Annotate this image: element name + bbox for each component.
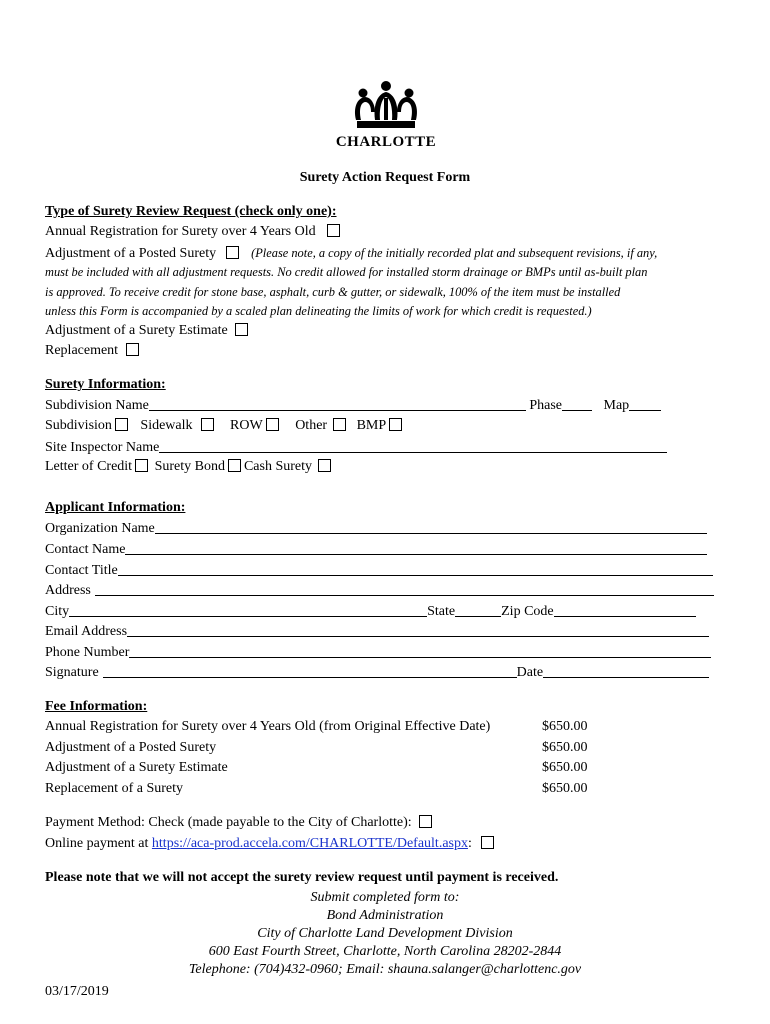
state-label: State [427, 604, 456, 619]
address-label: Address [45, 583, 91, 598]
review-type-heading: Type of Surety Review Request (check only one): [45, 204, 337, 219]
option-replacement [45, 342, 142, 360]
city-row [45, 602, 696, 621]
adjust-note-line3: is approved. To receive credit for stone base, asphalt, curb & gutter, or sidewalk, 100% of the item must be installed [45, 285, 621, 299]
option-adjust-posted [45, 244, 657, 263]
row-checkbox[interactable] [266, 418, 279, 431]
surety-type-row [45, 417, 405, 435]
other-checkbox[interactable] [333, 418, 346, 431]
option-annual-label: Annual Registration for Surety over 4 Years Old [45, 224, 316, 239]
option-adjust-estimate [45, 322, 251, 340]
email-input[interactable] [127, 622, 709, 637]
site-inspector-label: Site Inspector Name [45, 440, 160, 455]
contact-title-row [45, 561, 713, 580]
signature-label: Signature [45, 665, 99, 680]
contact-name-label: Contact Name [45, 542, 126, 557]
date-input[interactable] [543, 663, 709, 678]
payment-online-link[interactable]: https://aca-prod.accela.com/CHARLOTTE/Default.aspx [151, 836, 468, 851]
adjust-note-line2: must be included with all adjustment requests. No credit allowed for installed storm drainage or BMPs until as-built plan [45, 265, 648, 279]
cash-surety-label: Cash Surety [243, 459, 313, 474]
signature-row [45, 663, 709, 682]
map-label: Map [603, 398, 630, 413]
org-label: Organization Name [45, 521, 155, 536]
fee-label: Adjustment of a Surety Estimate [45, 760, 228, 775]
logo-wordmark: CHARLOTTE [335, 134, 437, 150]
option-replacement-label: Replacement [45, 343, 119, 358]
email-row [45, 622, 709, 641]
city-label: City [45, 604, 70, 619]
phase-label: Phase [529, 398, 563, 413]
city-input[interactable] [69, 602, 427, 617]
bmp-label: BMP [356, 418, 387, 433]
map-input[interactable] [629, 396, 661, 411]
submit-line3: City of Charlotte Land Development Division [257, 926, 513, 941]
address-input[interactable] [95, 581, 714, 596]
subdivision-name-row [45, 396, 661, 415]
row-label: ROW [230, 418, 263, 433]
applicant-heading: Applicant Information: [45, 500, 186, 515]
phone-input[interactable] [129, 643, 711, 658]
submit-line5: Telephone: (704)432-0960; Email: shauna.salanger@charlottenc.gov [188, 962, 582, 977]
contact-title-label: Contact Title [45, 563, 118, 578]
crown-icon [351, 80, 421, 132]
subdivision-name-label: Subdivision Name [45, 398, 149, 413]
payment-online-row [45, 835, 497, 853]
site-inspector-row [45, 438, 667, 457]
state-input[interactable] [455, 602, 501, 617]
surety-info-heading: Surety Information: [45, 377, 166, 392]
submit-line4: 600 East Fourth Street, Charlotte, North Carolina 28202-2844 [208, 944, 562, 959]
option-adjust-estimate-label: Adjustment of a Surety Estimate [45, 323, 228, 338]
surety-bond-checkbox[interactable] [228, 459, 241, 472]
annual-checkbox[interactable] [327, 224, 340, 237]
submit-line2: Bond Administration [326, 908, 444, 923]
site-inspector-input[interactable] [159, 438, 667, 453]
surety-form-row [45, 458, 334, 476]
other-label: Other [295, 418, 328, 433]
adjust-posted-checkbox[interactable] [226, 246, 239, 259]
online-payment-checkbox[interactable] [481, 836, 494, 849]
adjust-estimate-checkbox[interactable] [235, 323, 248, 336]
adjust-note-line1: (Please note, a copy of the initially recorded plat and subsequent revisions, if any, [251, 246, 658, 260]
contact-name-row [45, 540, 707, 559]
fee-amount: $650.00 [542, 719, 588, 734]
option-adjust-posted-label: Adjustment of a Posted Surety [45, 246, 217, 261]
sidewalk-label: Sidewalk [140, 418, 193, 433]
contact-name-input[interactable] [125, 540, 707, 555]
letter-of-credit-label: Letter of Credit [45, 459, 133, 474]
payment-check-label: Payment Method: Check (made payable to the City of Charlotte): [45, 815, 412, 830]
submit-line1: Submit completed form to: [310, 890, 460, 905]
bmp-checkbox[interactable] [389, 418, 402, 431]
fee-heading: Fee Information: [45, 699, 148, 714]
fee-amount: $650.00 [542, 760, 588, 775]
payment-notice: Please note that we will not accept the surety review request until payment is received. [45, 870, 559, 885]
cash-surety-checkbox[interactable] [318, 459, 331, 472]
letter-of-credit-checkbox[interactable] [135, 459, 148, 472]
option-annual [45, 223, 343, 241]
payment-online-prefix: Online payment at [45, 836, 152, 851]
subdivision-checkbox[interactable] [115, 418, 128, 431]
phone-label: Phone Number [45, 645, 130, 660]
surety-bond-label: Surety Bond [154, 459, 225, 474]
contact-title-input[interactable] [118, 561, 713, 576]
email-label: Email Address [45, 624, 128, 639]
address-row [45, 581, 714, 600]
fee-label: Annual Registration for Surety over 4 Years Old (from Original Effective Date) [45, 719, 491, 734]
fee-amount: $650.00 [542, 740, 588, 755]
sidewalk-checkbox[interactable] [201, 418, 214, 431]
replacement-checkbox[interactable] [126, 343, 139, 356]
payment-check-row [45, 814, 435, 832]
phase-input[interactable] [562, 396, 592, 411]
form-title: Surety Action Request Form [299, 170, 471, 185]
zip-label: Zip Code [501, 604, 554, 619]
org-input[interactable] [155, 519, 707, 534]
fee-label: Adjustment of a Posted Surety [45, 740, 217, 755]
fee-amount: $650.00 [542, 781, 588, 796]
zip-input[interactable] [554, 602, 696, 617]
form-revision-date: 03/17/2019 [45, 984, 109, 999]
payment-online-suffix: : [467, 836, 472, 851]
charlotte-logo [330, 80, 442, 156]
adjust-note-line4: unless this Form is accompanied by a scaled plan delineating the limits of work for which credit is requested.) [45, 304, 592, 318]
subdivision-label: Subdivision [45, 418, 112, 433]
subdivision-name-input[interactable] [149, 396, 526, 411]
signature-input[interactable] [103, 663, 517, 678]
check-payment-checkbox[interactable] [419, 815, 432, 828]
fee-label: Replacement of a Surety [45, 781, 184, 796]
date-label: Date [516, 665, 544, 680]
org-row [45, 519, 707, 538]
phone-row [45, 643, 711, 662]
